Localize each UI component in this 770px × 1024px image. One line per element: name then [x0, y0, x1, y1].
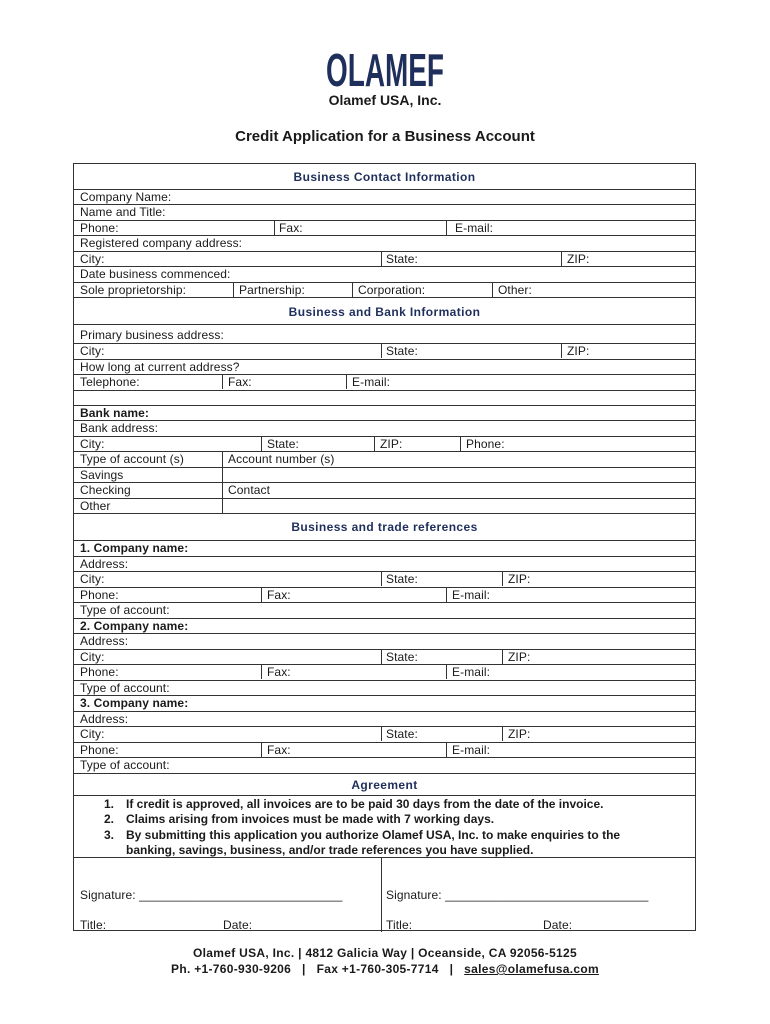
fax-label: Fax:: [228, 375, 252, 389]
bank-name-label: Bank name:: [80, 406, 150, 420]
city-label: City:: [80, 344, 105, 358]
ref3-city-label: City:: [80, 727, 105, 741]
footer-email-link[interactable]: sales@olamefusa.com: [464, 962, 599, 976]
section-title-contact: Business Contact Information: [293, 170, 476, 184]
ref3-email-label: E-mail:: [452, 743, 491, 757]
bank-state-label: State:: [267, 437, 299, 451]
bank-zip-label: ZIP:: [380, 437, 403, 451]
ref2-fax-label: Fax:: [267, 665, 291, 679]
ref3-zip-label: ZIP:: [508, 727, 531, 741]
ref3-state-label: State:: [386, 727, 418, 741]
ref3-address-label: Address:: [80, 712, 129, 726]
ref2-phone-label: Phone:: [80, 665, 119, 679]
bank-city-label: City:: [80, 437, 105, 451]
type-of-account-label: Type of account (s): [80, 452, 184, 466]
state-label: State:: [386, 252, 418, 266]
signature-left-field[interactable]: Signature: ______________________________: [80, 888, 343, 902]
ref3-fax-label: Fax:: [267, 743, 291, 757]
ref1-zip-label: ZIP:: [508, 572, 531, 586]
agreement-item: 2. Claims arising from invoices must be made with 7 working days.: [104, 812, 495, 827]
registered-address-label: Registered company address:: [80, 236, 243, 250]
agreement-item: 3. By submitting this application you authorize Olamef USA, Inc. to make enquiries to the: [104, 827, 621, 842]
company-name-label: Company Name:: [80, 190, 172, 204]
partnership-label: Partnership:: [239, 283, 305, 297]
company-name: Olamef USA, Inc.: [328, 92, 442, 108]
ref1-phone-label: Phone:: [80, 588, 119, 602]
ref2-company-label: 2. Company name:: [80, 619, 189, 633]
how-long-label: How long at current address?: [80, 360, 240, 374]
signature-right-field[interactable]: Signature: ______________________________: [386, 888, 649, 902]
logo-text: OLAMEF: [326, 44, 444, 96]
city-label: City:: [80, 252, 105, 266]
email-label: E-mail:: [455, 221, 494, 235]
ref2-city-label: City:: [80, 650, 105, 664]
ref2-type-label: Type of account:: [80, 681, 170, 695]
email-label: E-mail:: [352, 375, 391, 389]
phone-label: Phone:: [80, 221, 119, 235]
telephone-label: Telephone:: [80, 375, 140, 389]
title-right-label: Title:: [386, 918, 413, 932]
ref1-address-label: Address:: [80, 557, 129, 571]
agreement-list: [104, 797, 620, 858]
zip-label: ZIP:: [567, 344, 590, 358]
ref1-type-label: Type of account:: [80, 603, 170, 617]
checking-label: Checking: [80, 483, 131, 497]
footer-phone-fax: Ph. +1-760-930-9206 | Fax +1-760-305-7714 |: [171, 962, 465, 976]
other-label: Other:: [498, 283, 532, 297]
date-right-label: Date:: [543, 918, 573, 932]
ref3-type-label: Type of account:: [80, 758, 170, 772]
contact-label: Contact: [228, 483, 271, 497]
footer-contact: [0, 962, 770, 976]
other-account-label: Other: [80, 499, 111, 513]
agreement-item: banking, savings, business, and/or trade references you have supplied.: [126, 842, 534, 857]
state-label: State:: [386, 344, 418, 358]
bank-address-label: Bank address:: [80, 421, 159, 435]
ref2-email-label: E-mail:: [452, 665, 491, 679]
ref3-phone-label: Phone:: [80, 743, 119, 757]
ref2-address-label: Address:: [80, 634, 129, 648]
page-title: Credit Application for a Business Account: [235, 128, 535, 145]
section-title-references: Business and trade references: [291, 520, 478, 534]
fax-label: Fax:: [279, 221, 303, 235]
ref1-email-label: E-mail:: [452, 588, 491, 602]
sole-proprietorship-label: Sole proprietorship:: [80, 283, 187, 297]
title-left-label: Title:: [80, 918, 107, 932]
credit-application-form: [73, 163, 696, 931]
section-title-agreement: Agreement: [351, 778, 418, 792]
zip-label: ZIP:: [567, 252, 590, 266]
section-title-bank: Business and Bank Information: [288, 305, 481, 319]
date-commenced-label: Date business commenced:: [80, 267, 231, 281]
ref2-state-label: State:: [386, 650, 418, 664]
footer-address: Olamef USA, Inc. | 4812 Galicia Way | Oceanside, CA 92056-5125: [193, 946, 577, 960]
ref1-state-label: State:: [386, 572, 418, 586]
olamef-logo: [325, 44, 445, 96]
ref1-fax-label: Fax:: [267, 588, 291, 602]
bank-phone-label: Phone:: [466, 437, 505, 451]
ref1-city-label: City:: [80, 572, 105, 586]
ref3-company-label: 3. Company name:: [80, 696, 189, 710]
name-title-label: Name and Title:: [80, 205, 166, 219]
primary-address-label: Primary business address:: [80, 328, 224, 342]
savings-label: Savings: [80, 468, 124, 482]
date-left-label: Date:: [223, 918, 253, 932]
corporation-label: Corporation:: [358, 283, 426, 297]
account-number-label: Account number (s): [228, 452, 335, 466]
agreement-item: 1. If credit is approved, all invoices are to be paid 30 days from the date of the invoice.: [104, 797, 604, 811]
ref2-zip-label: ZIP:: [508, 650, 531, 664]
ref1-company-label: 1. Company name:: [80, 541, 189, 555]
